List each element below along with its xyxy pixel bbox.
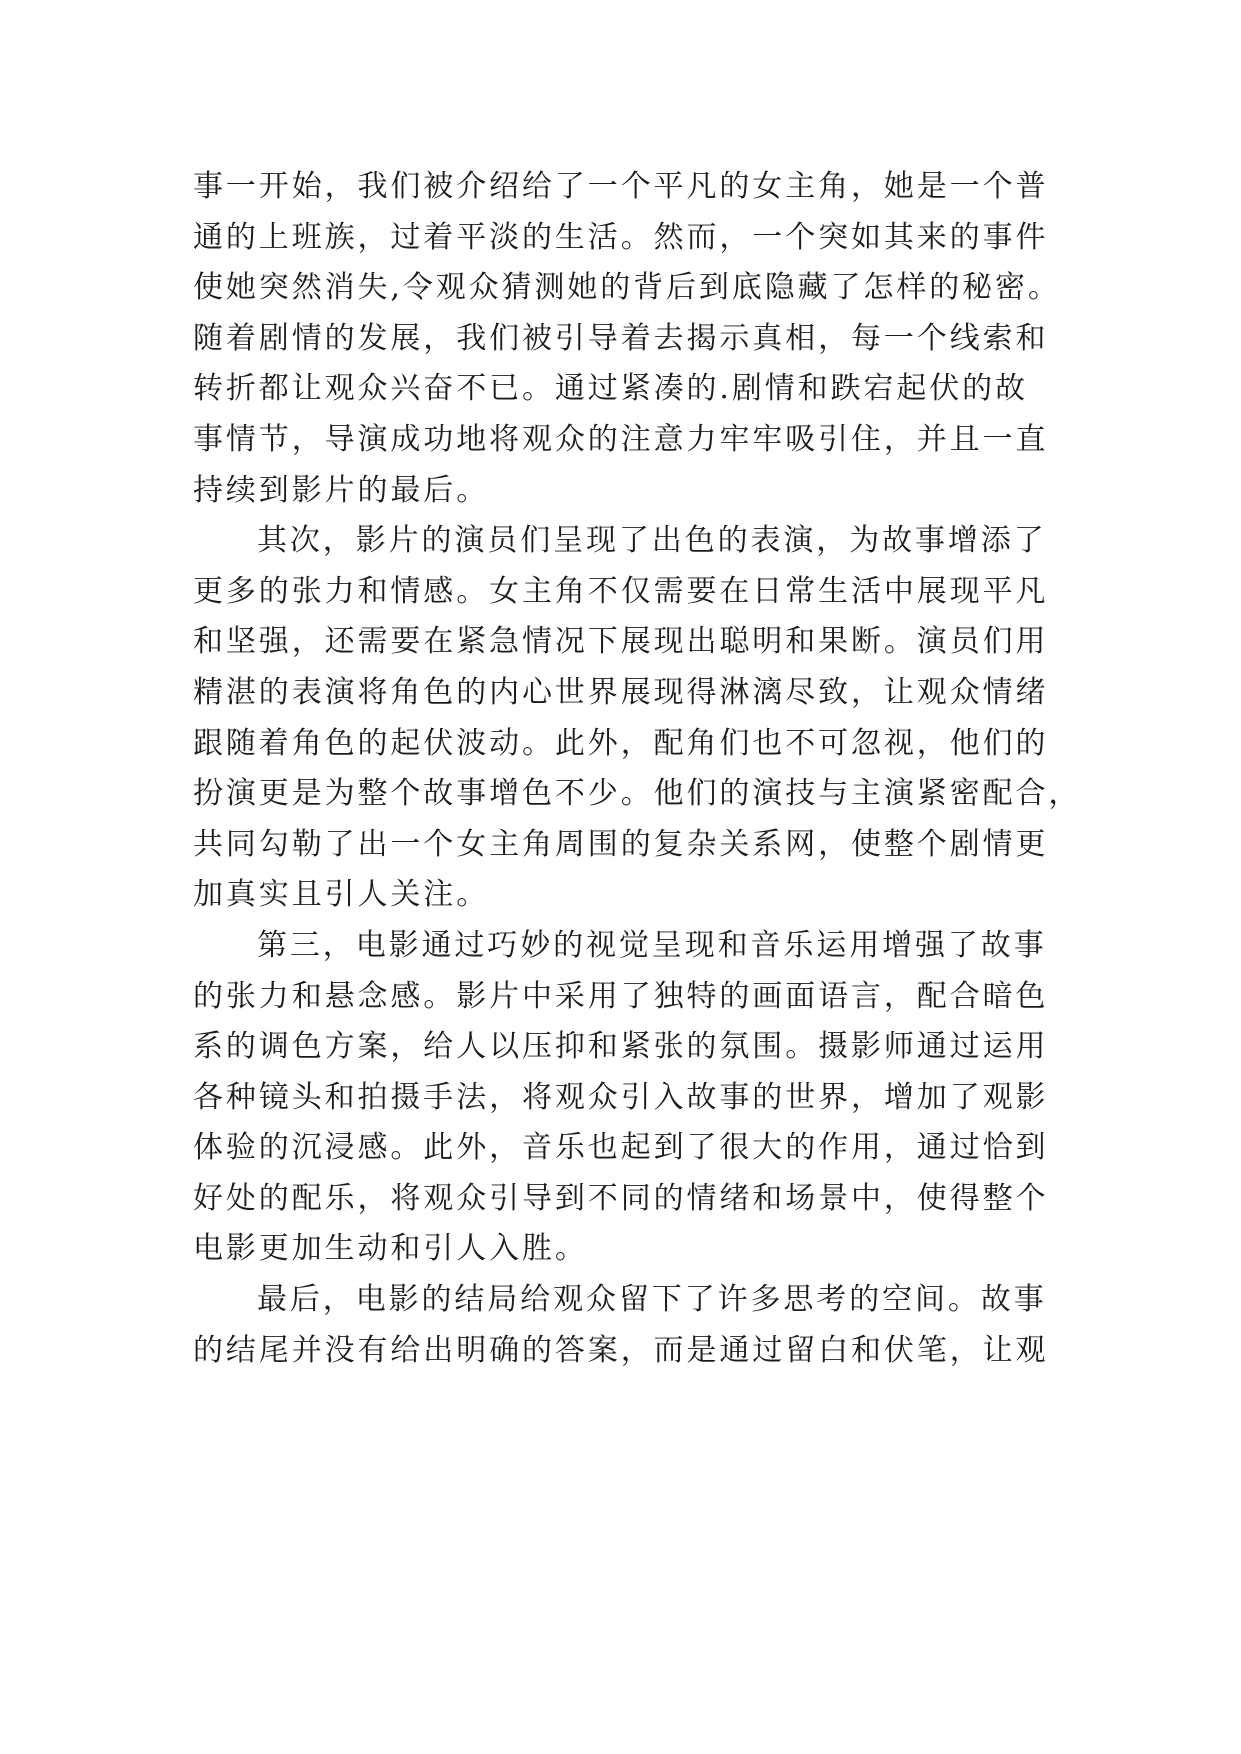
- text-line: 最后，电影的结局给观众留下了许多思考的空间。故事: [257, 1282, 1047, 1318]
- text-line: 加真实且引人关注。: [193, 877, 490, 913]
- body-text: [193, 162, 1082, 1376]
- text-line: 精湛的表演将角色的内心世界展现得淋漓尽致，让观众情绪: [193, 674, 1049, 710]
- text-line: 和坚强，还需要在紧急情况下展现出聪明和果断。演员们用: [193, 624, 1049, 660]
- text-line: 通的上班族，过着平淡的生活。然而，一个突如其来的事件: [193, 219, 1049, 255]
- text-line: 跟随着角色的起伏波动。此外，配角们也不可忽视，他们的: [193, 725, 1049, 761]
- text-line: 系的调色方案，给人以压抑和紧张的氛围。摄影师通过运用: [193, 1029, 1049, 1065]
- text-line: 共同勾勒了出一个女主角周围的复杂关系网，使整个剧情更: [193, 826, 1049, 862]
- text-line: 转折都让观众兴奋不已。通过紧凑的.剧情和跌宕起伏的故: [193, 371, 1028, 407]
- text-line: 持续到影片的最后。: [193, 472, 490, 508]
- paragraph: [193, 162, 1073, 516]
- text-line: 其次，影片的演员们呈现了出色的表演，为故事增添了: [257, 523, 1047, 559]
- text-line: 好处的配乐，将观众引导到不同的情绪和场景中，使得整个: [193, 1180, 1049, 1216]
- text-line: 的张力和悬念感。影片中采用了独特的画面语言，配合暗色: [193, 978, 1049, 1014]
- text-line: 各种镜头和拍摄手法，将观众引入故事的世界，增加了观影: [193, 1079, 1049, 1115]
- text-line: 随着剧情的发展，我们被引导着去揭示真相，每一个线索和: [193, 320, 1049, 356]
- paragraph: [193, 516, 1082, 921]
- paragraph: [193, 1275, 1073, 1376]
- text-line: 第三，电影通过巧妙的视觉呈现和音乐运用增强了故事: [257, 927, 1047, 963]
- text-line: 的结尾并没有给出明确的答案，而是通过留白和伏笔，让观: [193, 1332, 1049, 1368]
- text-line: 事情节，导演成功地将观众的注意力牢牢吸引住，并且一直: [193, 421, 1049, 457]
- text-line: 体验的沉浸感。此外，音乐也起到了很大的作用，通过恰到: [193, 1130, 1049, 1166]
- text-line: 扮演更是为整个故事增色不少。他们的演技与主演紧密配合，: [193, 776, 1082, 812]
- text-line: 使她突然消失,令观众猜测她的背后到底隐藏了怎样的秘密。: [193, 270, 1061, 306]
- paragraph: [193, 921, 1073, 1275]
- text-line: 电影更加生动和引人入胜。: [193, 1231, 588, 1267]
- text-line: 更多的张力和情感。女主角不仅需要在日常生活中展现平凡: [193, 573, 1049, 609]
- text-line: 事一开始，我们被介绍给了一个平凡的女主角，她是一个普: [193, 169, 1049, 204]
